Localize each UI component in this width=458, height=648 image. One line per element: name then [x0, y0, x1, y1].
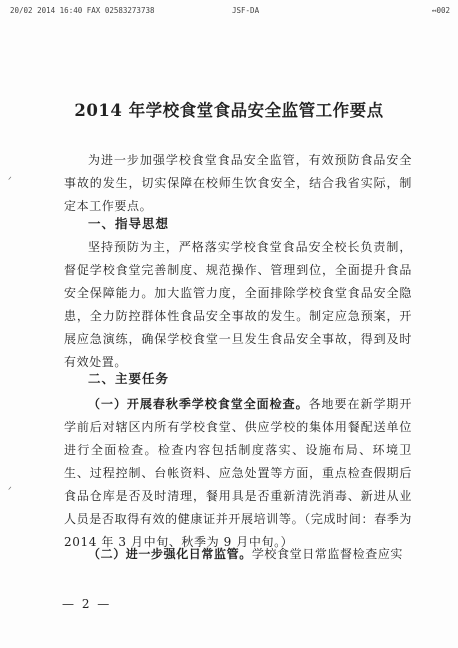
section-heading-main-tasks: 二、主要任务	[88, 371, 170, 386]
task-subheading: （二）进一步强化日常监管。	[88, 547, 252, 561]
task-body: 各地要在新学期开学前后对辖区内所有学校食堂、供应学校的集体用餐配送单位进行全面检查。检查内容包括制度落实、设施布局、环境卫生、过程控制、台帐资料、应急处置等方面，重点检查假期后食品仓库是否及时清理，餐用具是否重新清洗消毒、新进从业人员是否取得有效的健康证并开展培训等。（完成时间：春季为 2014 年 3 月中旬、秋季为 9 月中旬。）	[64, 397, 412, 549]
intro-paragraph: 为进一步加强学校食堂食品安全监管，有效预防食品安全事故的发生，切实保障在校师生饮食安全，结合我省实际，制定本工作要点。	[64, 153, 412, 213]
page-number: — 2 —	[62, 597, 112, 611]
task-item-paragraph	[64, 543, 412, 566]
fax-header	[10, 6, 450, 20]
scan-artifact-mark: ᐟ	[8, 176, 12, 186]
task-subheading: （一）开展春秋季学校食堂全面检查。	[88, 397, 309, 411]
task-body: 学校食堂日常监督检查应实	[251, 547, 404, 561]
fax-header-timestamp: 20/02 2014 16:40 FAX 02583273738	[10, 6, 155, 15]
fax-header-page-counter: ↤002	[431, 6, 450, 15]
document-title: 2014 年学校食堂食品安全监管工作要点	[74, 101, 384, 120]
section-heading-guiding-ideology: 一、指导思想	[88, 216, 170, 231]
scan-artifact-mark: ᐟ	[8, 486, 12, 496]
guiding-ideology-paragraph: 坚持预防为主，严格落实学校食堂食品安全校长负责制，督促学校食堂完善制度、规范操作、管理到位，全面提升食品安全保障能力。加大监管力度，全面排除学校食堂食品安全隐患，全力防控群体性食品安全事故的发生。制定应急预案，开展应急演练，确保学校食堂一旦发生食品安全事故，得到及时有效处置。	[64, 240, 412, 369]
task-item-paragraph	[64, 393, 412, 554]
fax-header-sender: JSF-DA	[232, 6, 260, 15]
